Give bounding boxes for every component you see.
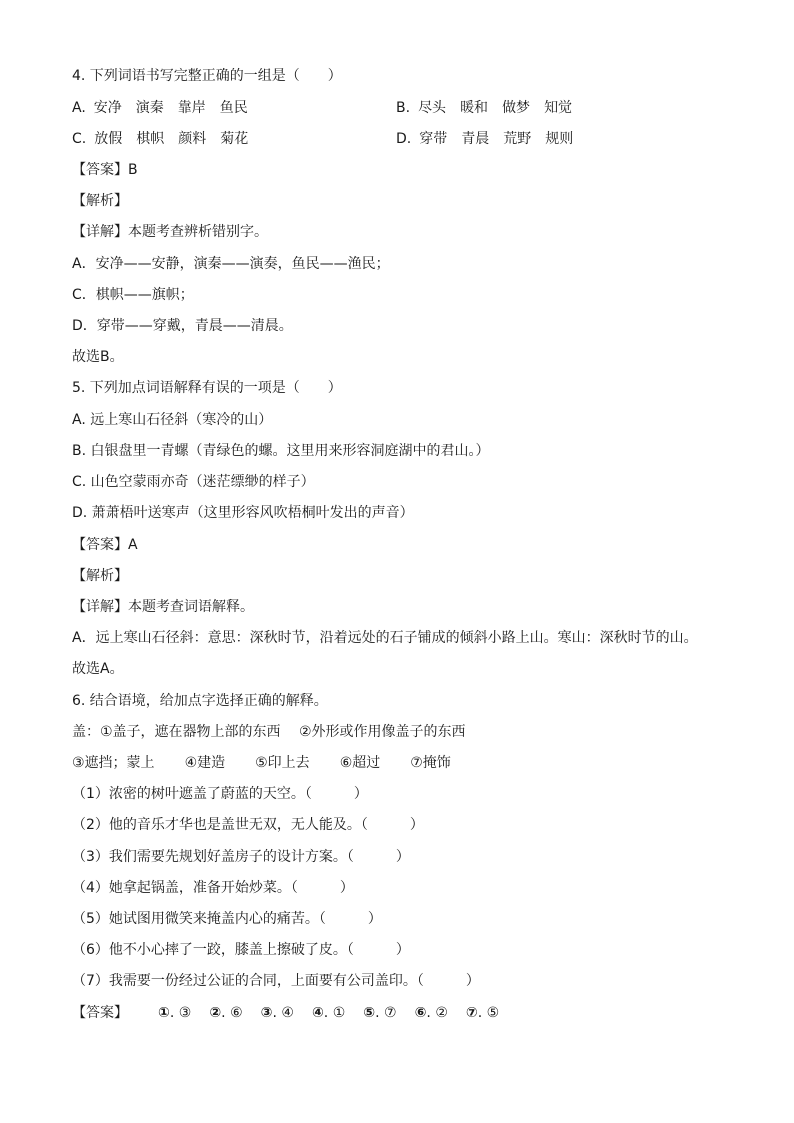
option-word: 青晨	[461, 131, 490, 147]
answer-number: ③	[260, 1005, 273, 1021]
q5-option-c: C. 山色空蒙雨亦奇（迷茫缥缈的样子）	[72, 474, 315, 490]
q5-conclusion: 故选A。	[72, 661, 124, 677]
answer-label: 【答案】	[72, 1005, 128, 1021]
answer-value: . ③	[169, 1005, 192, 1021]
answer-number: ①	[158, 1005, 170, 1021]
answer-number: ⑥	[414, 1005, 427, 1021]
q4-option-b	[396, 99, 586, 117]
q4-analysis-heading: 【解析】	[72, 193, 128, 209]
q4-option-d	[396, 130, 587, 148]
answer-number: ②	[209, 1005, 222, 1021]
answer-entry	[415, 1005, 448, 1021]
option-word: 颜料	[178, 131, 207, 147]
answer-number: ⑦	[465, 1005, 478, 1021]
answer-entry	[209, 1005, 242, 1021]
q4-explain-line: D．穿带——穿戴，青晨——清晨。	[72, 318, 293, 334]
q4-option-c	[72, 130, 262, 148]
answer-entry	[261, 1005, 294, 1021]
answer-number: ⑤	[363, 1005, 376, 1021]
q4-detail: 【详解】本题考查辨析错别字。	[72, 224, 268, 240]
q6-meanings-line2	[72, 754, 451, 772]
option-word: 菊花	[220, 131, 249, 147]
q5-option-a: A. 远上寒山石径斜（寒冷的山）	[72, 412, 273, 428]
q5-explain-line: A．远上寒山石径斜：意思：深秋时节，沿着远处的石子铺成的倾斜小路上山。寒山：深秋时节的山。	[72, 630, 698, 646]
q6-item: （6）他不小心摔了一跤，膝盖上擦破了皮。（ ）	[72, 942, 410, 958]
option-word: 规则	[545, 131, 574, 147]
option-label: B.	[396, 100, 411, 116]
answer-value: . ①	[323, 1005, 346, 1021]
q5-stem: 5. 下列加点词语解释有误的一项是（ ）	[72, 380, 342, 396]
option-word: 穿带	[419, 131, 448, 147]
meaning-item: ④建造	[184, 755, 226, 771]
answer-value: . ②	[426, 1005, 448, 1021]
answer-value: . ⑦	[375, 1005, 397, 1021]
option-word: 放假	[94, 131, 123, 147]
answer-number: ④	[311, 1005, 324, 1021]
option-word: 暖和	[460, 100, 489, 116]
option-label: C.	[72, 131, 87, 147]
answer-value: . ⑥	[221, 1005, 243, 1021]
q4-answer: 【答案】B	[72, 162, 138, 178]
option-word: 荒野	[503, 131, 532, 147]
q6-meanings-line1: 盖：①盖子，遮在器物上部的东西 ②外形或作用像盖子的东西	[72, 724, 466, 740]
q5-answer: 【答案】A	[72, 537, 138, 553]
meaning-item: ③遮挡；蒙上	[72, 755, 155, 771]
option-word: 靠岸	[177, 100, 206, 116]
q5-option-b: B. 白银盘里一青螺（青绿色的螺。这里用来形容洞庭湖中的君山。）	[72, 443, 490, 459]
option-label: D.	[396, 131, 412, 147]
q6-item: （7）我需要一份经过公证的合同，上面要有公司盖印。（ ）	[72, 973, 480, 989]
q6-item: （2）他的音乐才华也是盖世无双，无人能及。（ ）	[72, 817, 424, 833]
answer-entry	[466, 1005, 499, 1021]
option-label: A.	[72, 100, 86, 116]
q5-analysis-heading: 【解析】	[72, 568, 128, 584]
q6-item: （3）我们需要先规划好盖房子的设计方案。（ ）	[72, 849, 410, 865]
q4-conclusion: 故选B。	[72, 349, 124, 365]
q4-option-a	[72, 99, 262, 117]
meaning-item: ⑤印上去	[255, 755, 310, 771]
answer-entry	[363, 1005, 396, 1021]
option-word: 做梦	[502, 100, 531, 116]
q4-stem: 4. 下列词语书写完整正确的一组是（ ）	[72, 68, 342, 84]
option-word: 尽头	[418, 100, 447, 116]
answer-value: . ④	[272, 1005, 294, 1021]
q4-explain-line: C．棋帜——旗帜；	[72, 287, 194, 303]
option-word: 棋帜	[136, 131, 165, 147]
q6-item: （5）她试图用微笑来掩盖内心的痛苦。（ ）	[72, 911, 382, 927]
q4-explain-line: A．安净——安静，演秦——演奏，鱼民——渔民；	[72, 256, 390, 272]
answer-entry	[312, 1005, 345, 1021]
answer-value: . ⑤	[477, 1005, 500, 1021]
option-word: 演秦	[135, 100, 164, 116]
q6-item: （1）浓密的树叶遮盖了蔚蓝的天空。（ ）	[72, 786, 368, 802]
q6-answer	[72, 1004, 517, 1022]
answer-entry	[158, 1005, 191, 1021]
option-word: 知觉	[544, 100, 573, 116]
q6-item: （4）她拿起锅盖，准备开始炒菜。（ ）	[72, 880, 354, 896]
meaning-item: ⑥超过	[339, 755, 381, 771]
q5-option-d: D. 萧萧梧叶送寒声（这里形容风吹梧桐叶发出的声音）	[72, 505, 414, 521]
option-word: 鱼民	[219, 100, 248, 116]
meaning-item: ⑦掩饰	[410, 755, 451, 771]
q6-stem: 6. 结合语境，给加点字选择正确的解释。	[72, 693, 328, 709]
option-word: 安净	[93, 100, 122, 116]
q5-detail: 【详解】本题考查词语解释。	[72, 599, 254, 615]
